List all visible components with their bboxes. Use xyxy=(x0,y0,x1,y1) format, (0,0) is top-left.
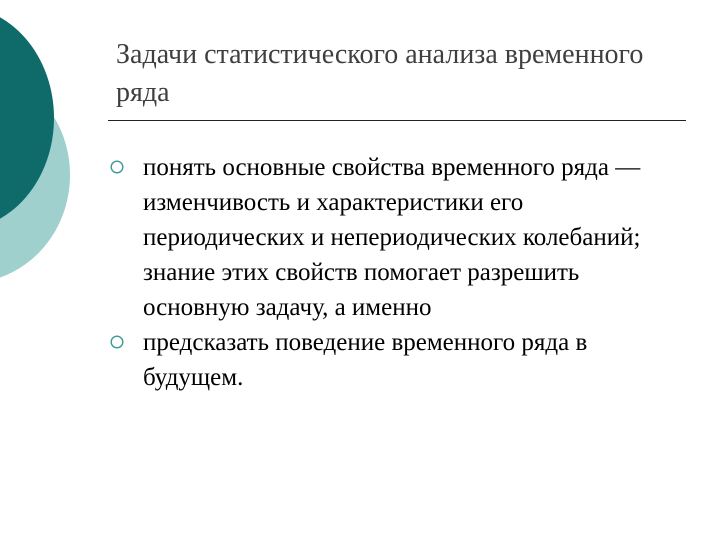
decorative-circles xyxy=(0,0,90,300)
bullet-text: предсказать поведение временного ряда в будущем. xyxy=(143,329,588,391)
bullet-item xyxy=(108,325,688,395)
circle-bullet-icon xyxy=(110,335,124,349)
bullet-item xyxy=(108,150,688,325)
circle-bullet-icon xyxy=(110,160,124,174)
slide-title: Задачи статистического анализа временного ряда xyxy=(116,39,644,108)
bullet-list xyxy=(108,150,688,395)
title-divider xyxy=(108,120,686,121)
bullet-text: понять основные свойства временного ряда — изменчивость и характеристики его периодических и непериодических колебаний; знание этих свойств помогает разрешить основную задачу, а именно xyxy=(143,154,641,321)
